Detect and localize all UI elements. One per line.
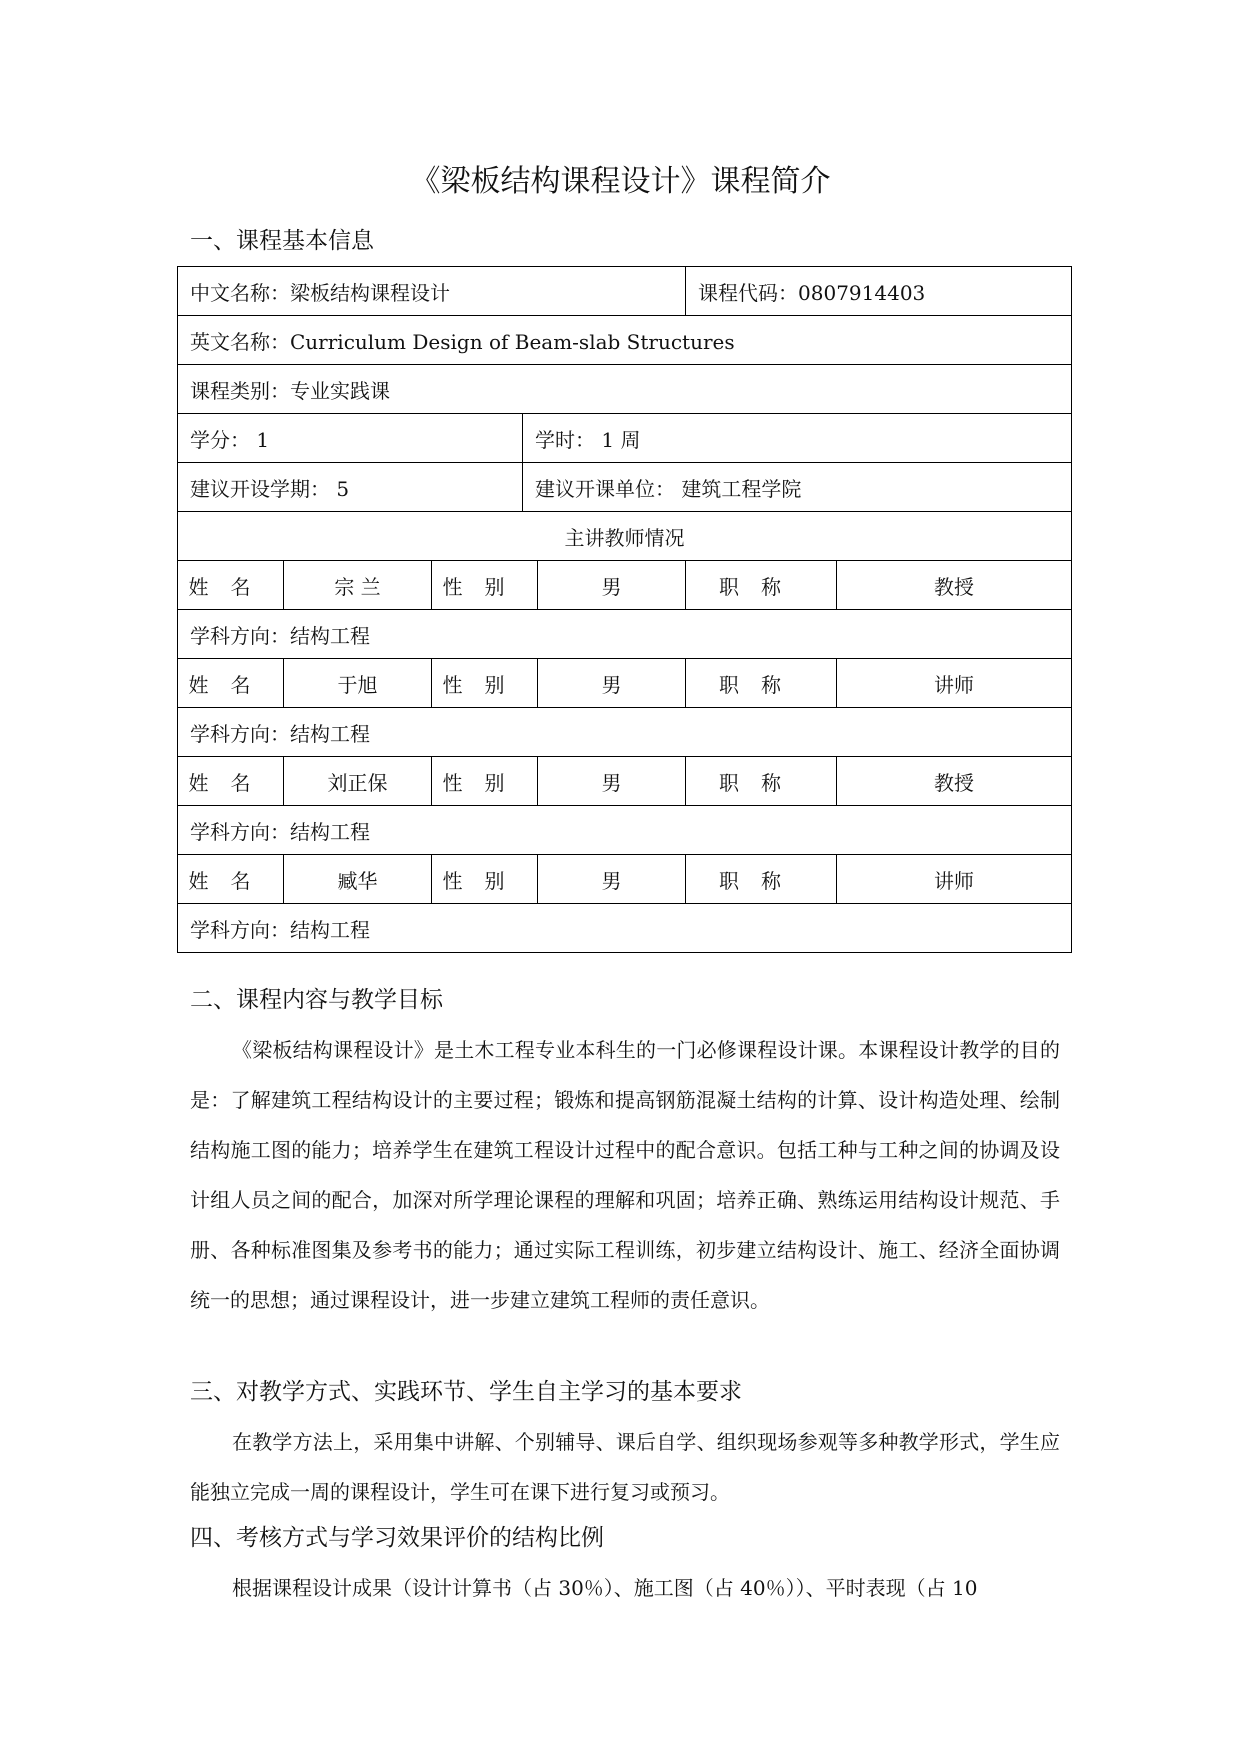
name-label-cell: 姓名 — [178, 757, 284, 806]
table-row — [178, 316, 1072, 365]
table-row — [178, 414, 1072, 463]
teacher-name-cell: 刘正保 — [284, 757, 432, 806]
teacher-row — [178, 855, 1072, 904]
teacher-row — [178, 561, 1072, 610]
name-label-cell: 姓名 — [178, 561, 284, 610]
teacher-field-cell: 学科方向：结构工程 — [178, 806, 1072, 855]
table-row — [178, 806, 1072, 855]
gender-label-cell: 性别 — [432, 659, 538, 708]
gender-label-cell: 性别 — [432, 561, 538, 610]
teacher-row — [178, 659, 1072, 708]
title-label-cell: 职称 — [686, 855, 837, 904]
title-label-cell: 职称 — [686, 757, 837, 806]
teacher-row — [178, 757, 1072, 806]
content-goals-paragraph: 《梁板结构课程设计》是土木工程专业本科生的一门必修课程设计课。本课程设计教学的目的是：了解建筑工程结构设计的主要过程；锻炼和提高钢筋混凝土结构的计算、设计构造处理、绘制结构施工图的能力；培养学生在建筑工程设计过程中的配合意识。包括工种与工种之间的协调及设计组人员之间的配合，加深对所学理论课程的理解和巩固；培养正确、熟练运用结构设计规范、手册、各种标准图集及参考书的能力；通过实际工程训练，初步建立结构设计、施工、经济全面协调统一的思想；通过课程设计，进一步建立建筑工程师的责任意识。 — [190, 1038, 1060, 1312]
teacher-title-cell: 教授 — [837, 561, 1072, 610]
table-row — [178, 708, 1072, 757]
teacher-gender-cell: 男 — [538, 855, 686, 904]
course-code-cell: 课程代码：0807914403 — [686, 267, 1072, 316]
section-heading-content-goals: 二、课程内容与教学目标 — [190, 987, 443, 1013]
gender-label-cell: 性别 — [432, 855, 538, 904]
name-label-cell: 姓名 — [178, 855, 284, 904]
table-row — [178, 365, 1072, 414]
credit-cell: 学分： 1 — [178, 414, 523, 463]
section-heading-assessment: 四、考核方式与学习效果评价的结构比例 — [190, 1525, 604, 1551]
teacher-title-cell: 讲师 — [837, 855, 1072, 904]
semester-cell: 建议开设学期： 5 — [178, 463, 523, 512]
teacher-name-cell: 宗 兰 — [284, 561, 432, 610]
teachers-header-cell: 主讲教师情况 — [178, 512, 1072, 561]
chinese-name-cell: 中文名称：梁板结构课程设计 — [178, 267, 686, 316]
hours-cell: 学时： 1 周 — [523, 414, 1072, 463]
teacher-name-cell: 于旭 — [284, 659, 432, 708]
section-heading-basic-info: 一、课程基本信息 — [190, 228, 374, 254]
course-info-table — [177, 266, 1072, 953]
english-name-cell: 英文名称：Curriculum Design of Beam-slab Structures — [178, 316, 1072, 365]
teacher-title-cell: 教授 — [837, 757, 1072, 806]
gender-label-cell: 性别 — [432, 757, 538, 806]
table-row — [178, 904, 1072, 953]
teaching-requirements-paragraph: 在教学方法上，采用集中讲解、个别辅导、课后自学、组织现场参观等多种教学形式，学生应能独立完成一周的课程设计，学生可在课下进行复习或预习。 — [190, 1430, 1060, 1504]
offering-unit-cell: 建议开课单位： 建筑工程学院 — [523, 463, 1072, 512]
teacher-gender-cell: 男 — [538, 561, 686, 610]
teacher-name-cell: 臧华 — [284, 855, 432, 904]
teacher-gender-cell: 男 — [538, 659, 686, 708]
assessment-paragraph: 根据课程设计成果（设计计算书（占 30％）、施工图（占 40％））、平时表现（占 10 — [232, 1576, 978, 1600]
table-row — [178, 267, 1072, 316]
section-heading-teaching-requirements: 三、对教学方式、实践环节、学生自主学习的基本要求 — [190, 1379, 742, 1405]
teacher-field-cell: 学科方向：结构工程 — [178, 708, 1072, 757]
course-category-cell: 课程类别：专业实践课 — [178, 365, 1072, 414]
title-label-cell: 职称 — [686, 659, 837, 708]
table-row — [178, 512, 1072, 561]
page-title: 《梁板结构课程设计》课程简介 — [410, 164, 831, 199]
teacher-field-cell: 学科方向：结构工程 — [178, 610, 1072, 659]
title-label-cell: 职称 — [686, 561, 837, 610]
teacher-gender-cell: 男 — [538, 757, 686, 806]
name-label-cell: 姓名 — [178, 659, 284, 708]
teacher-field-cell: 学科方向：结构工程 — [178, 904, 1072, 953]
teacher-title-cell: 讲师 — [837, 659, 1072, 708]
table-row — [178, 463, 1072, 512]
table-row — [178, 610, 1072, 659]
